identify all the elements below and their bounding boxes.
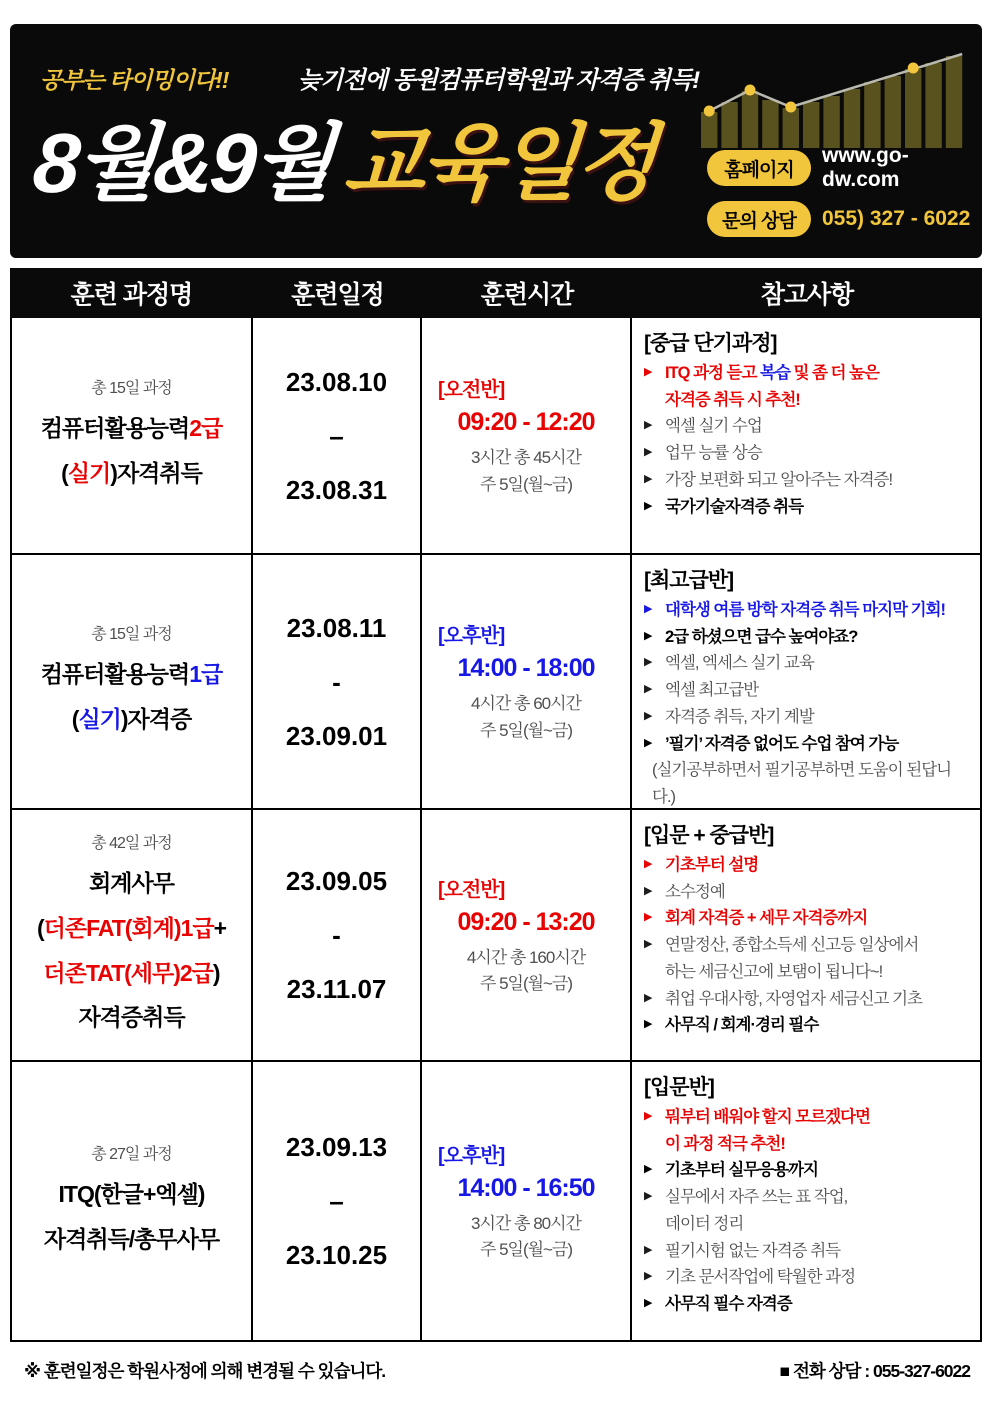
note-line [644, 1238, 970, 1265]
note-item [644, 986, 970, 1013]
note-line [644, 494, 970, 521]
schedule-separator: – [329, 1186, 344, 1216]
note-text: 가장 보편화 되고 알아주는 자격증! [665, 470, 893, 489]
bullet-icon: ▶ [644, 911, 652, 924]
text-segment: ( [36, 914, 44, 941]
note-item [644, 879, 970, 906]
time-band-label: [오전반] [438, 379, 505, 402]
schedule-cell [253, 318, 422, 553]
footer-note: ※ 훈련일정은 학원사정에 의해 변경될 수 있습니다. [24, 1361, 386, 1381]
text-segment: ( [61, 460, 68, 486]
note-line [644, 704, 970, 731]
text-segment: 실기 [78, 706, 121, 732]
note-line [644, 360, 970, 387]
bullet-icon: ▶ [644, 656, 652, 669]
note-text: 기초부터 실무응용까지 [665, 1161, 818, 1180]
note-item [644, 1012, 970, 1039]
note-line [644, 624, 970, 651]
note-text: 회계 자격증 + 세무 자격증까지 [665, 909, 868, 928]
text-segment: 복습 [760, 364, 790, 382]
note-text: 연말정산, 종합소득세 신고등 일상에서 [665, 936, 919, 955]
note-text: 사무직 / 회계·경리 필수 [665, 1016, 819, 1035]
text-segment: 자격취득/총무사무 [43, 1225, 220, 1252]
notes-class-title: [입문 + 중급반] [644, 824, 774, 847]
text-segment: 1급 [189, 661, 223, 688]
course-name-line [61, 451, 202, 496]
time-total-hours: 3시간 총 45시간 [471, 448, 581, 468]
note-line [644, 1211, 970, 1238]
text-segment: 및 좀 더 높은 [789, 364, 879, 382]
note-item [644, 677, 970, 704]
note-line [644, 677, 970, 704]
footer [10, 1358, 982, 1383]
note-line [644, 879, 970, 906]
bullet-icon: ▶ [644, 1110, 652, 1122]
slogan-left: 공부는 타이밍이다!! [40, 67, 229, 93]
note-line [644, 1264, 970, 1291]
time-total-hours: 3시간 총 80시간 [471, 1213, 581, 1233]
note-text: 데이터 정리 [665, 1214, 744, 1233]
note-item [644, 1264, 970, 1291]
time-range: 09:20 - 12:20 [457, 408, 595, 437]
note-text: 하는 세금신고에 보탬이 됩니다~! [665, 962, 883, 981]
note-text: 소수정예 [665, 882, 725, 901]
schedule-end: 23.11.07 [286, 974, 387, 1004]
note-text: 필기시험 없는 자격증 취득 [665, 1241, 841, 1260]
notes-class-title: [중급 단기과정] [644, 332, 777, 355]
note-line [644, 440, 970, 467]
text-segment: ITQ 과정 듣고 [665, 364, 761, 382]
schedule-separator: – [329, 420, 344, 451]
bullet-icon: ▶ [644, 1270, 652, 1283]
contact-phone: 055) 327 - 6022 [822, 207, 971, 230]
title-schedule: 교육일정 [340, 116, 656, 210]
text-segment: ( [71, 706, 79, 732]
schedule-end: 23.08.31 [285, 474, 388, 505]
note-item [644, 467, 970, 494]
bullet-icon: ▶ [644, 1018, 652, 1031]
note-text [665, 360, 879, 387]
header-time: 훈련시간 [480, 281, 574, 309]
note-item [644, 360, 970, 413]
homepage-row [707, 144, 982, 192]
time-band-label: [오전반] [438, 878, 505, 901]
contact-block [707, 144, 982, 246]
table-row [12, 318, 980, 553]
bullet-icon: ▶ [644, 1163, 652, 1176]
bullet-icon: ▶ [644, 938, 652, 951]
course-name-line [89, 861, 174, 906]
note-text: 엑셀 실기 수업 [665, 417, 762, 436]
schedule-separator: - [332, 920, 341, 950]
note-line [644, 1291, 970, 1318]
course-name-line [78, 995, 184, 1040]
schedule-start: 23.08.10 [285, 366, 388, 397]
notes-cell [632, 318, 980, 553]
note-text: 뭐부터 배워야 할지 모르겠다면 [665, 1108, 870, 1126]
note-item [644, 413, 970, 440]
schedule-cell [253, 1062, 422, 1340]
note-item [644, 852, 970, 879]
time-range: 09:20 - 13:20 [457, 907, 595, 936]
note-text: 실무에서 자주 쓰는 표 작업, [665, 1188, 848, 1207]
table-row [12, 808, 980, 1060]
header-notes: 참고사항 [760, 281, 854, 309]
bullet-icon: ▶ [644, 1297, 652, 1310]
text-segment: )자격취득 [110, 460, 202, 486]
course-name-line [41, 652, 223, 697]
note-text: 엑셀 최고급반 [665, 681, 759, 700]
course-name-line [44, 1217, 219, 1262]
schedule-separator: - [332, 666, 341, 697]
note-line [644, 1012, 970, 1039]
note-item [644, 597, 970, 624]
note-text: 기초 문서작업에 탁월한 과정 [665, 1268, 856, 1287]
note-line [644, 905, 970, 932]
banner [10, 24, 982, 258]
time-days: 주 5일(월~금) [479, 474, 573, 494]
footer-phone: ■ 전화 상담 : 055-327-6022 [779, 1361, 970, 1381]
contact-badge: 문의 상담 [707, 201, 811, 237]
header-course: 훈련 과정명 [70, 281, 193, 309]
time-band-label: [오후반] [438, 1144, 505, 1167]
course-name-line [37, 906, 226, 951]
course-duration: 총 42일 과정 [91, 834, 172, 852]
bullet-icon: ▶ [644, 884, 652, 897]
note-text: (실기공부하면서 필기공부하면 도움이 된답니다.) [652, 761, 952, 807]
bullet-icon: ▶ [644, 736, 652, 749]
note-item [644, 440, 970, 467]
bullet-icon: ▶ [644, 629, 652, 642]
course-name-line [72, 697, 191, 742]
time-cell [422, 1062, 632, 1340]
note-line [644, 597, 970, 624]
bullet-icon: ▶ [644, 366, 652, 378]
note-line [644, 1157, 970, 1184]
note-line [644, 852, 970, 879]
note-item [644, 1184, 970, 1237]
time-cell [422, 810, 632, 1060]
text-segment: 컴퓨터활용능력 [40, 415, 190, 442]
time-days: 주 5일(월~금) [479, 720, 573, 740]
course-cell [12, 1062, 253, 1340]
note-item [644, 1104, 970, 1157]
schedule-start: 23.08.11 [286, 612, 387, 643]
bullet-icon: ▶ [644, 858, 652, 870]
table-row [12, 1060, 980, 1340]
bullet-icon: ▶ [644, 1190, 652, 1203]
notes-cell [632, 1062, 980, 1340]
schedule-start: 23.09.05 [285, 866, 388, 896]
text-segment: ) [212, 959, 220, 986]
note-text: 기초부터 설명 [665, 856, 759, 874]
bullet-icon: ▶ [644, 1243, 652, 1256]
notes-class-title: [입문반] [644, 1076, 714, 1099]
notes-class-title: [최고급반] [644, 569, 734, 592]
schedule-end: 23.09.01 [285, 720, 388, 751]
note-item [644, 905, 970, 932]
note-text: 사무직 필수 자격증 [665, 1295, 792, 1314]
time-days: 주 5일(월~금) [479, 974, 573, 993]
note-indent [644, 757, 652, 808]
time-cell [422, 555, 632, 808]
course-duration: 총 27일 과정 [91, 1145, 172, 1163]
contact-row [707, 201, 982, 237]
homepage-url: www.go-dw.com [822, 144, 909, 191]
note-item [644, 1291, 970, 1318]
text-segment: )자격증 [120, 706, 192, 732]
table-row [12, 553, 980, 808]
note-line [644, 467, 970, 494]
note-line [644, 932, 970, 959]
note-text: 이 과정 적극 추천! [665, 1134, 785, 1153]
note-item [644, 757, 970, 808]
note-line [644, 731, 970, 758]
note-line [644, 387, 970, 414]
note-item [644, 624, 970, 651]
schedule-cell [253, 555, 422, 808]
title-months: 8월&9월 [30, 116, 334, 210]
course-cell [12, 810, 253, 1060]
note-text: 자격증 취득 시 추천! [665, 390, 800, 409]
note-line [644, 986, 970, 1013]
course-cell [12, 555, 253, 808]
text-segment: 더존FAT(회계)1급 [43, 914, 214, 941]
note-text: 국가기술자격증 취득 [665, 497, 804, 516]
note-line [644, 959, 970, 986]
text-segment: 컴퓨터활용능력 [40, 661, 190, 688]
note-item [644, 731, 970, 758]
bullet-icon: ▶ [644, 446, 652, 459]
course-cell [12, 318, 253, 553]
page-title [30, 96, 657, 217]
time-band-label: [오후반] [438, 625, 505, 648]
growth-chart-icon [701, 36, 966, 148]
note-item [644, 704, 970, 731]
bullet-icon: ▶ [644, 499, 652, 512]
bullet-icon: ▶ [644, 419, 652, 432]
time-days: 주 5일(월~금) [479, 1240, 573, 1259]
note-line [644, 413, 970, 440]
course-duration: 총 15일 과정 [91, 626, 172, 644]
bullet-icon: ▶ [644, 991, 652, 1004]
note-item [644, 1157, 970, 1184]
time-cell [422, 318, 632, 553]
note-line [644, 1104, 970, 1131]
text-segment: ITQ(한글+엑셀) [58, 1180, 205, 1207]
note-text: 대학생 여름 방학 자격증 취득 마지막 기회! [665, 601, 945, 619]
note-text: 엑셀, 엑세스 실기 교육 [665, 654, 814, 673]
bullet-icon: ▶ [644, 603, 652, 615]
table-header-row [10, 268, 982, 318]
bullet-icon: ▶ [644, 472, 652, 485]
text-segment: + [213, 914, 227, 941]
time-range: 14:00 - 18:00 [457, 654, 595, 683]
note-text: 2급 하셨으면 급수 높여야죠? [665, 627, 858, 646]
note-item [644, 650, 970, 677]
schedule-start: 23.09.13 [285, 1132, 388, 1162]
text-segment: 자격증취득 [78, 1004, 185, 1031]
course-duration: 총 15일 과정 [91, 380, 172, 398]
notes-cell [632, 810, 980, 1060]
header-schedule: 훈련일정 [291, 281, 384, 309]
note-item [644, 494, 970, 521]
notes-cell [632, 555, 980, 808]
text-segment: 회계사무 [89, 869, 174, 896]
note-text: 취업 우대사항, 자영업자 세금신고 기초 [665, 989, 922, 1008]
note-text: 업무 능률 상승 [665, 444, 762, 463]
note-line [644, 757, 970, 808]
note-item [644, 932, 970, 985]
bullet-icon: ▶ [644, 683, 652, 696]
schedule-cell [253, 810, 422, 1060]
homepage-badge: 홈페이지 [707, 150, 811, 186]
course-name-line [59, 1172, 205, 1217]
time-total-hours: 4시간 총 160시간 [466, 947, 586, 967]
text-segment: 2급 [189, 415, 223, 442]
schedule-end: 23.10.25 [285, 1240, 388, 1270]
course-table [10, 318, 982, 1342]
slogan-right: 늦기전에 동원컴퓨터학원과 자격증 취득! [298, 67, 700, 94]
text-segment: 실기 [67, 460, 111, 486]
course-name-line [41, 406, 223, 451]
text-segment: 더존TAT(세무)2급 [43, 959, 213, 986]
note-text: ’필기’ 자격증 없어도 수업 참여 가능 [665, 734, 899, 753]
time-total-hours: 4시간 총 60시간 [471, 694, 581, 714]
time-range: 14:00 - 16:50 [457, 1173, 595, 1202]
note-text: 자격증 취득, 자기 계발 [665, 707, 814, 726]
note-line [644, 650, 970, 677]
bullet-icon: ▶ [644, 709, 652, 722]
note-line [644, 1131, 970, 1158]
note-item [644, 1238, 970, 1265]
note-line [644, 1184, 970, 1211]
course-name-line [43, 951, 219, 996]
